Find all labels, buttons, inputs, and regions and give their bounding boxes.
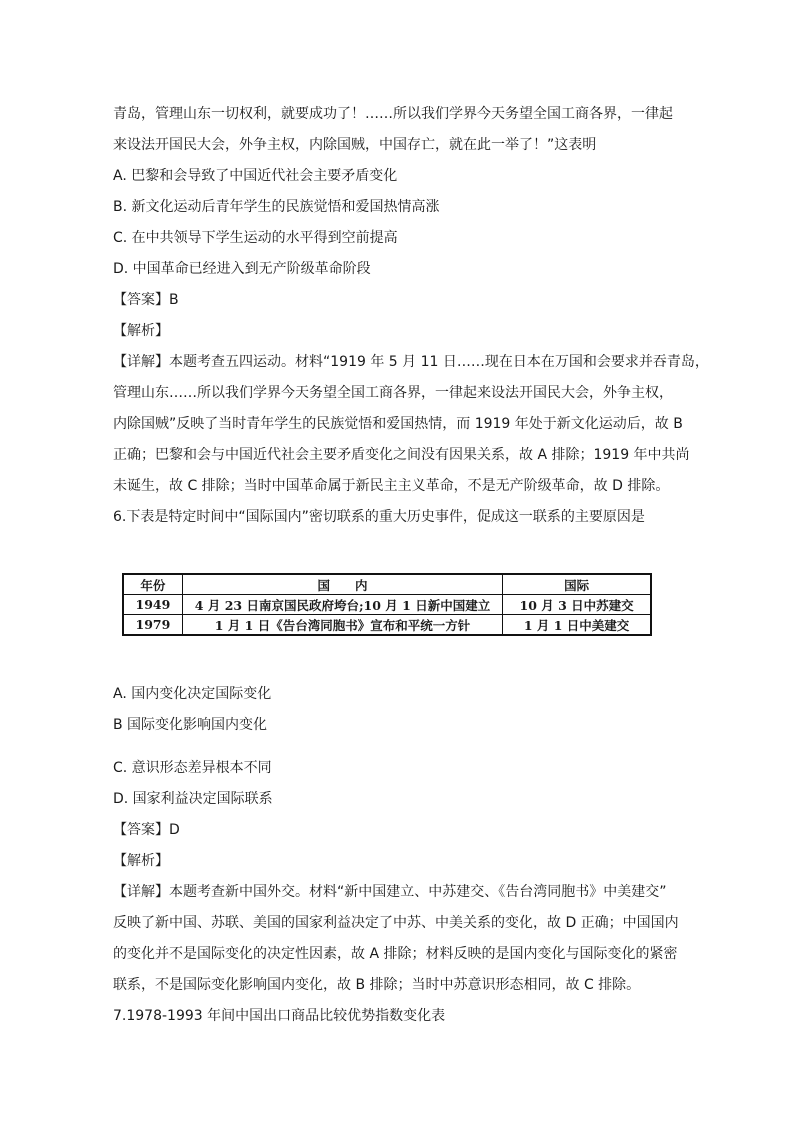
q7-stem: 7.1978-1993 年间中国出口商品比较优势指数变化表	[113, 1008, 446, 1024]
cell-year: 1979	[123, 615, 182, 636]
cell-international: 10 月 3 日中苏建交	[503, 595, 651, 615]
q6-option-b: B 国际变化影响国内变化	[113, 717, 268, 733]
q6-detail-line-4: 联系，不是国际变化影响国内变化，故 B 排除；当时中苏意识形态相同，故 C 排除。	[113, 977, 641, 993]
table-header-row	[123, 574, 651, 595]
q5-material-line-2: 来设法开国民大会，外争主权，内除国贼，中国存亡，就在此一举了！”这表明	[113, 137, 597, 153]
q6-option-c: C. 意识形态差异根本不同	[113, 760, 272, 776]
events-table	[122, 573, 652, 636]
q5-option-d: D. 中国革命已经进入到无产阶级革命阶段	[113, 261, 371, 277]
q5-detail-line-2: 管理山东……所以我们学界今天务望全国工商各界，一律起来设法开国民大会，外争主权，	[113, 385, 673, 401]
header-year: 年份	[123, 574, 182, 595]
header-international: 国际	[503, 574, 651, 595]
q6-option-d: D. 国家利益决定国际联系	[113, 791, 273, 807]
q5-option-c: C. 在中共领导下学生运动的水平得到空前提高	[113, 230, 398, 246]
cell-international: 1 月 1 日中美建交	[503, 615, 651, 636]
cell-domestic: 1 月 1 日《告台湾同胞书》宣布和平统一方针	[182, 615, 502, 636]
q5-option-a: A. 巴黎和会导致了中国近代社会主要矛盾变化	[113, 168, 398, 184]
q6-stem: 6.下表是特定时间中“国际国内”密切联系的重大历史事件，促成这一联系的主要原因是	[113, 509, 645, 525]
cell-domestic: 4 月 23 日南京国民政府垮台;10 月 1 日新中国建立	[182, 595, 502, 615]
table-row	[123, 595, 651, 615]
q6-option-a: A. 国内变化决定国际变化	[113, 686, 272, 702]
q5-option-b: B. 新文化运动后青年学生的民族觉悟和爱国热情高涨	[113, 199, 440, 215]
q5-answer: 【答案】B	[113, 292, 179, 308]
q5-detail-line-5: 未诞生，故 C 排除；当时中国革命属于新民主主义革命，不是无产阶级革命，故 D 排除。	[113, 478, 670, 494]
table-row	[123, 615, 651, 636]
q6-answer: 【答案】D	[113, 822, 180, 838]
q5-detail-line-4: 正确；巴黎和会与中国近代社会主要矛盾变化之间没有因果关系，故 A 排除；1919 年中共尚	[113, 447, 690, 463]
q6-detail-line-1: 【详解】本题考查新中国外交。材料“新中国建立、中苏建交、《告台湾同胞书》中美建交”	[113, 884, 667, 900]
header-domestic: 国 内	[182, 574, 502, 595]
q5-detail-line-3: 内除国贼”反映了当时青年学生的民族觉悟和爱国热情，而 1919 年处于新文化运动后，故 B	[113, 416, 683, 432]
cell-year: 1949	[123, 595, 182, 615]
q5-detail-line-1: 【详解】本题考查五四运动。材料“1919 年 5 月 11 日……现在日本在万国和会要求并吞青岛，	[113, 354, 709, 370]
q6-detail-line-3: 的变化并不是国际变化的决定性因素，故 A 排除；材料反映的是国内变化与国际变化的紧密	[113, 946, 678, 962]
q6-analysis-label: 【解析】	[113, 853, 169, 869]
q5-analysis-label: 【解析】	[113, 323, 169, 339]
q5-material-line-1: 青岛，管理山东一切权利，就要成功了！……所以我们学界今天务望全国工商各界，一律起	[113, 106, 673, 122]
q6-detail-line-2: 反映了新中国、苏联、美国的国家利益决定了中苏、中美关系的变化，故 D 正确；中国国内	[113, 915, 679, 931]
